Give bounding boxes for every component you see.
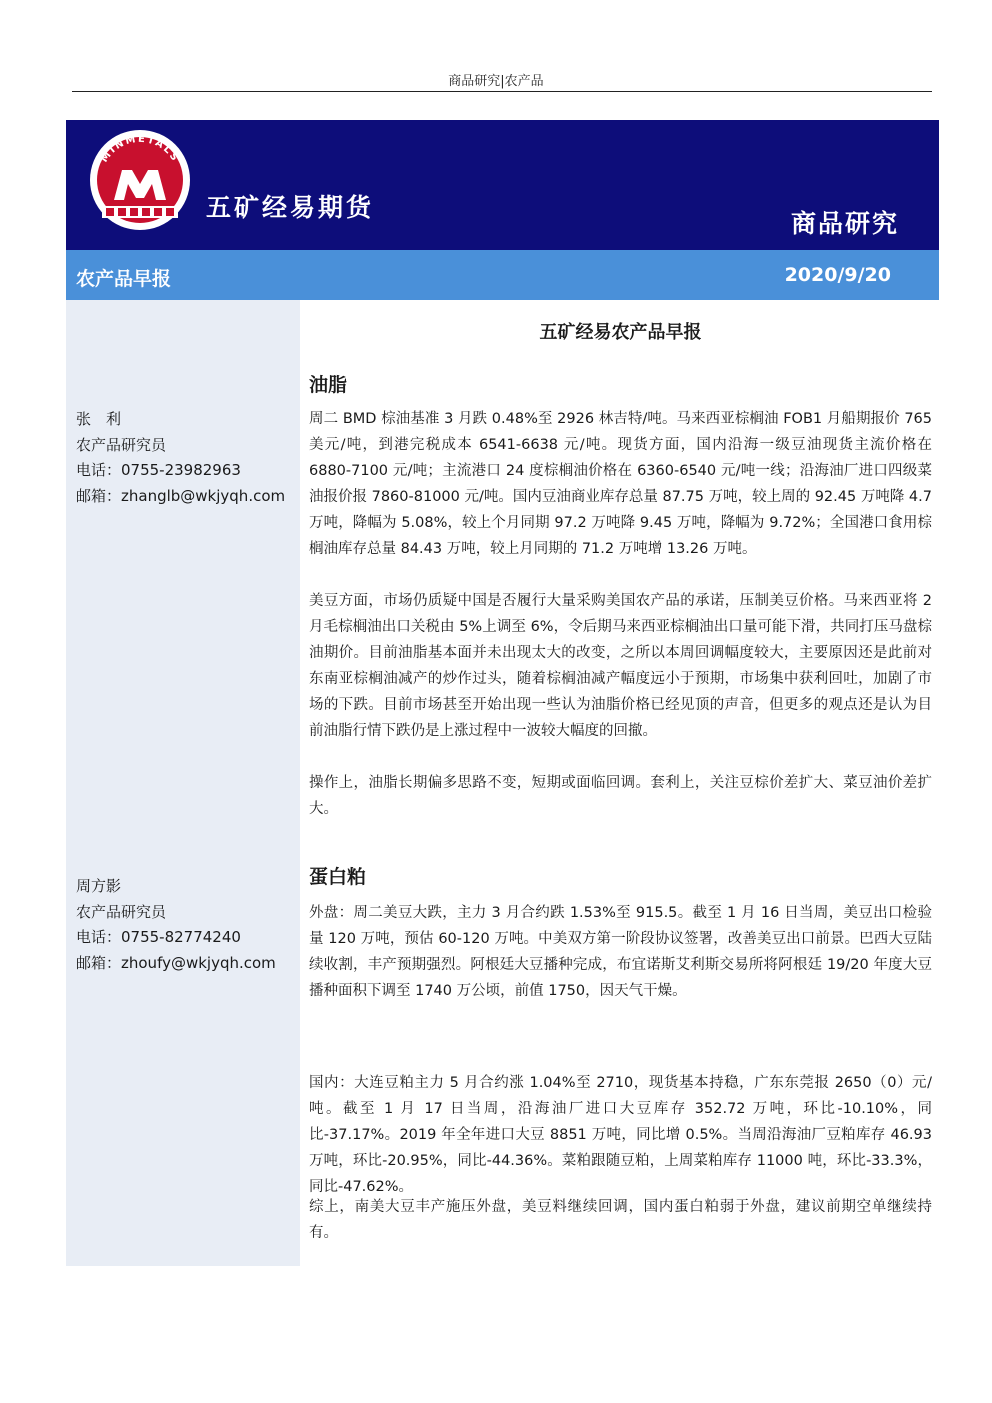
- svg-text:MINMETALS: MINMETALS: [99, 133, 181, 165]
- page-header: 商品研究|农产品: [448, 74, 544, 89]
- author-name: 张 利: [76, 410, 122, 428]
- company-name: 五矿经易期货: [206, 193, 375, 222]
- banner: [66, 120, 939, 250]
- paragraph: 综上，南美大豆丰产施压外盘，美豆料继续回调，国内蛋白粕弱于外盘，建议前期空单继续持有。: [309, 1199, 932, 1241]
- paragraph: 国内：大连豆粕主力 5 月合约涨 1.04%至 2710，现货基本持稳，广东东莞报 2650（0）元/吨。截至 1 月 17 日当周，沿海油厂进口大豆库存 352.72 万吨，环比-10.10%，同比-37.17%。2019 年全年进口大豆 8851 万吨，同比增 0.5%。当周沿海油厂豆粕库存 46.93 万吨，环比-20.95%，同比-44.36%。菜粕跟随豆粕，上周菜粕库存 11000 吨，环比-33.3%，同比-47.62%。: [309, 1075, 932, 1195]
- section-heading: 油脂: [309, 374, 348, 396]
- author-title: 农产品研究员: [76, 902, 167, 921]
- paragraph: 操作上，油脂长期偏多思路不变，短期或面临回调。套利上，关注豆棕价差扩大、菜豆油价差扩大。: [309, 775, 932, 817]
- author-card: [76, 407, 285, 509]
- report-date: 2020/9/20: [784, 264, 891, 286]
- author-sidebar: [66, 300, 300, 1266]
- paragraph: 外盘：周二美豆大跌，主力 3 月合约跌 1.53%至 915.5。截至 1 月 16 日当周，美豆出口检验量 120 万吨，预估 60-120 万吨。中美双方第一阶段协议签署，改善美豆出口前景。巴西大豆陆续收割，丰产预期强烈。阿根廷大豆播种完成，布宜诺斯艾利斯交易所将阿根廷 19/20 年度大豆播种面积下调至 1740 万公顷，前值 1750，因天气干燥。: [309, 905, 932, 999]
- author-phone: 电话：0755-82774240: [76, 928, 241, 946]
- paragraph: 周二 BMD 棕油基准 3 月跌 0.48%至 2926 林吉特/吨。马来西亚棕榈油 FOB1 月船期报价 765 美元/吨，到港完税成本 6541-6638 元/吨。现货方面，国内沿海一级豆油现货主流价格在 6880-7100 元/吨；主流港口 24 度棕榈油价格在 6360-6540 元/吨一线；沿海油厂进口四级菜油报价报 7860-81000 元/吨。国内豆油商业库存总量 87.75 万吨，较上周的 92.45 万吨降 4.7 万吨，降幅为 5.08%，较上个月同期 97.2 万吨降 9.45 万吨，降幅为 9.72%；全国港口食用棕榈油库存总量 84.43 万吨，较上月同期的 71.2 万吨增 13.26 万吨。: [309, 411, 932, 557]
- author-phone: 电话：0755-23982963: [76, 461, 241, 479]
- document-title: 五矿经易农产品早报: [539, 322, 702, 343]
- author-email: 邮箱：zhanglb@wkjyqh.com: [76, 486, 286, 505]
- author-name: 周方影: [76, 877, 122, 895]
- paragraph: 美豆方面，市场仍质疑中国是否履行大量采购美国农产品的承诺，压制美豆价格。马来西亚将 2 月毛棕榈油出口关税由 5%上调至 6%，令后期马来西亚棕榈油出口量可能下滑，共同打压马盘棕油期价。目前油脂基本面并未出现太大的改变，之所以本周回调幅度较大，主要原因还是此前对东南亚棕榈油减产的炒作过头，随着棕榈油减产幅度远小于预期，市场集中获利回吐，加剧了市场的下跌。目前市场甚至开始出现一些认为油脂价格已经见顶的声音，但更多的观点还是认为目前油脂行情下跌仍是上涨过程中一波较大幅度的回撤。: [309, 593, 932, 739]
- author-card: [76, 874, 276, 976]
- report-type: 农产品早报: [76, 268, 172, 290]
- banner-category: 商品研究: [790, 209, 899, 238]
- header-rule: [72, 91, 932, 92]
- author-email: 邮箱：zhoufy@wkjyqh.com: [76, 953, 276, 972]
- report-bar: [66, 250, 939, 300]
- section-heading: 蛋白粕: [309, 866, 367, 888]
- author-title: 农产品研究员: [76, 435, 167, 454]
- minmetals-logo: [88, 128, 192, 232]
